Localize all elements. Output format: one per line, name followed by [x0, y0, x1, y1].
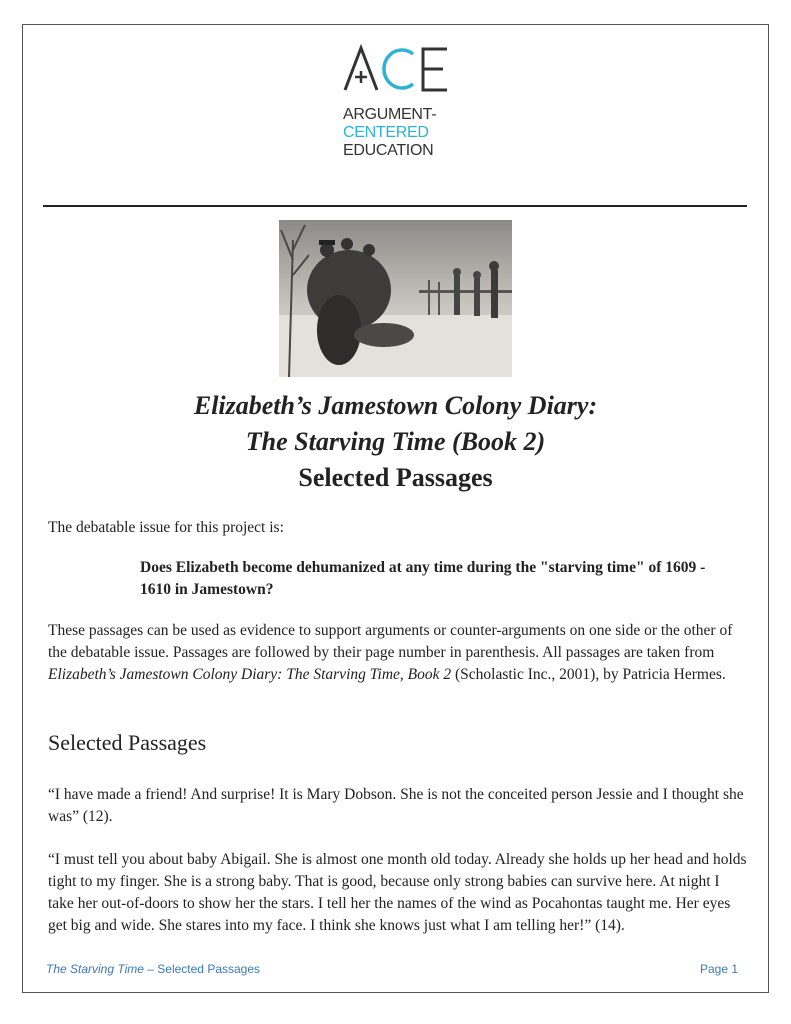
ace-logo-mark	[343, 44, 453, 94]
description-paragraph	[48, 620, 748, 686]
passage-1: “I have made a friend! And surprise! It is Mary Dobson. She is not the conceited person Jessie and I thought she was” (12).	[48, 786, 744, 825]
footer-title	[46, 962, 260, 976]
description-part-2: (Scholastic Inc., 2001), by Patricia Hermes.	[451, 666, 726, 683]
passage-2: “I must tell you about baby Abigail. She is almost one month old today. Already she holds up her head and holds tight to my finger. She is a strong baby. That is good, because only strong babies can survive here. At night I take her out-of-doors to show her the stars. I tell her the names of the wind as Pocahontas taught me. Her eyes get big and wide. She stares into my face. I think she knows just what I am telling her!” (14).	[48, 851, 747, 934]
logo-line-3: EDUCATION	[343, 142, 434, 159]
description-part-1: These passages can be used as evidence to support arguments or counter-arguments on one side or the other of the debatable issue. Passages are followed by their page number in parenthesis. All passages are taken from	[48, 622, 733, 661]
title-line-3: Selected Passages	[298, 463, 493, 492]
title-line-2: The Starving Time (Book 2)	[245, 427, 546, 456]
debatable-issue: Does Elizabeth become dehumanized at any time during the "starving time" of 1609 - 1610 in Jamestown?	[140, 559, 706, 598]
title-line-1: Elizabeth’s Jamestown Colony Diary:	[193, 391, 598, 420]
footer-title-rest: – Selected Passages	[143, 962, 261, 976]
engraving-illustration	[279, 220, 512, 377]
logo-line-1: ARGUMENT-	[343, 106, 437, 123]
section-heading: Selected Passages	[48, 730, 207, 755]
intro-text: The debatable issue for this project is:	[48, 519, 284, 536]
footer-title-italic: The Starving Time	[46, 962, 144, 976]
logo-line-2: CENTERED	[343, 124, 429, 141]
header-divider	[43, 205, 747, 207]
page-number: Page 1	[700, 962, 739, 976]
page-border	[22, 24, 769, 993]
book-title: Elizabeth’s Jamestown Colony Diary: The Starving Time, Book 2	[48, 666, 452, 683]
